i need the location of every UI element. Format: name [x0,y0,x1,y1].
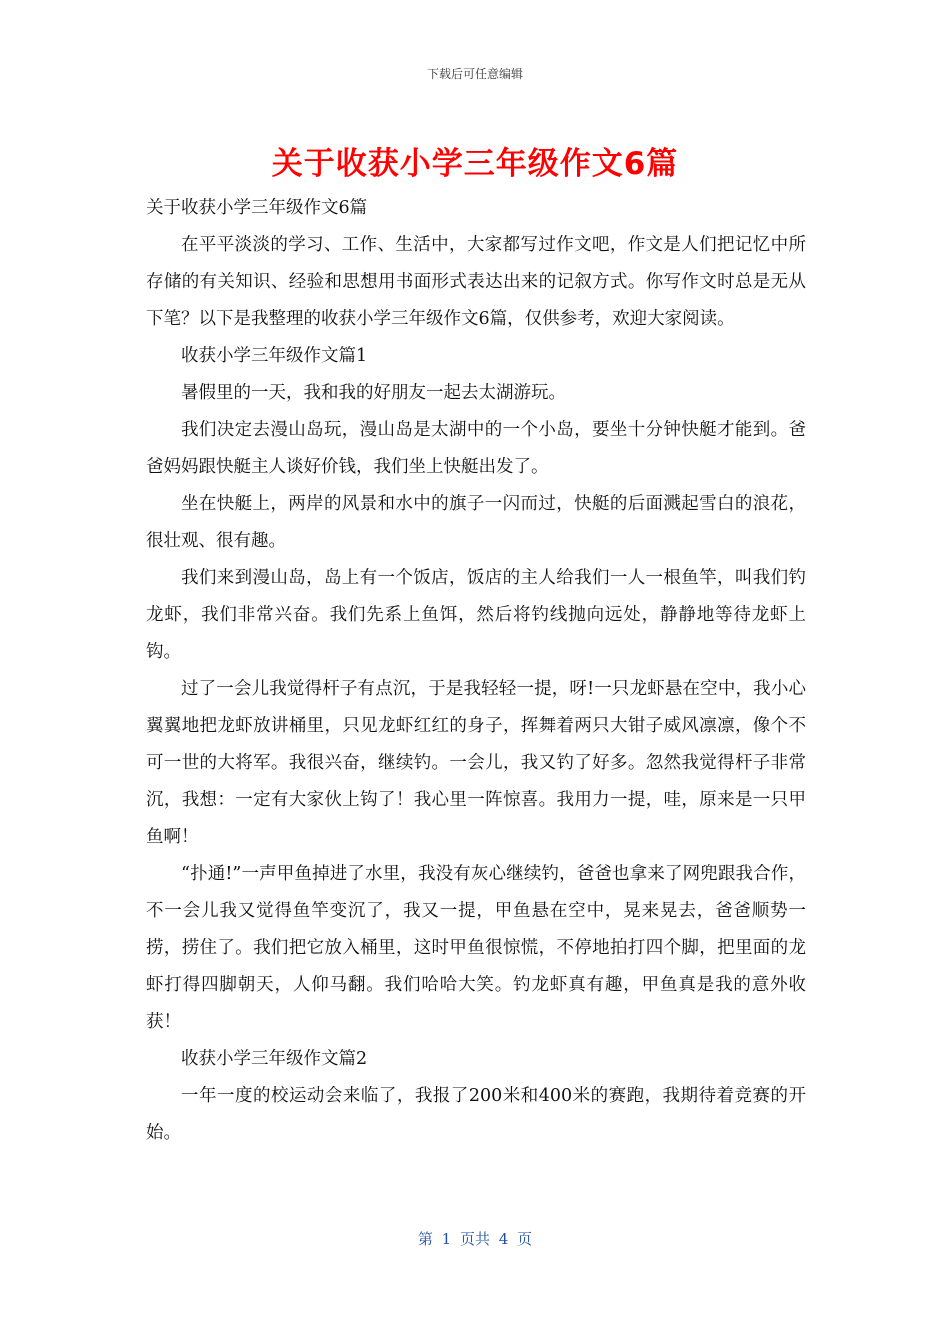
document-title: 关于收获小学三年级作文6篇 [271,146,679,182]
body-paragraph: “扑通!”一声甲鱼掉进了水里，我没有灰心继续钓，爸爸也拿来了网兜跟我合作，不一会儿我又觉得鱼竿变沉了，我又一提，甲鱼悬在空中，晃来晃去，爸爸顺势一捞，捞住了。我们把它放入桶里，这时甲鱼很惊慌，不停地拍打四个脚，把里面的龙虾打得四脚朝天，人仰马翻。我们哈哈大笑。钓龙虾真有趣，甲鱼真是我的意外收获！ [146,864,806,1032]
body-paragraph: 我们来到漫山岛，岛上有一个饭店，饭店的主人给我们一人一根鱼竿，叫我们钓龙虾，我们非常兴奋。我们先系上鱼饵，然后将钓线抛向远处，静静地等待龙虾上钩。 [146,568,806,662]
page-footer: 第 1 页共 4 页 [417,1230,533,1248]
section-heading: 收获小学三年级作文篇1 [181,346,368,366]
body-paragraph: 坐在快艇上，两岸的风景和水中的旗子一闪而过，快艇的后面溅起雪白的浪花，很壮观、很有趣。 [146,494,806,551]
body-paragraph: 过了一会儿我觉得杆子有点沉，于是我轻轻一提，呀!一只龙虾悬在空中，我小心翼翼地把龙虾放讲桶里，只见龙虾红红的身子，挥舞着两只大钳子威风凛凛，像个不可一世的大将军。我很兴奋，继续钓。一会儿，我又钓了好多。忽然我觉得杆子非常沉，我想：一定有大家伙上钩了！我心里一阵惊喜。我用力一提，哇，原来是一只甲鱼啊！ [146,679,806,847]
header-note: 下载后可任意编辑 [426,67,523,81]
body-paragraph: 我们决定去漫山岛玩，漫山岛是太湖中的一个小岛，要坐十分钟快艇才能到。爸爸妈妈跟快艇主人谈好价钱，我们坐上快艇出发了。 [146,420,806,477]
body-paragraph: 一年一度的校运动会来临了，我报了200米和400米的赛跑，我期待着竞赛的开始。 [146,1086,806,1143]
section-heading: 收获小学三年级作文篇2 [181,1049,368,1069]
body-paragraph: 关于收获小学三年级作文6篇 [146,198,368,218]
body-paragraph: 在平平淡淡的学习、工作、生活中，大家都写过作文吧，作文是人们把记忆中所存储的有关知识、经验和思想用书面形式表达出来的记叙方式。你写作文时总是无从下笔？以下是我整理的收获小学三年级作文6篇，仅供参考，欢迎大家阅读。 [146,235,806,329]
document-body [146,190,806,1152]
body-paragraph: 暑假里的一天，我和我的好朋友一起去太湖游玩。 [181,383,566,403]
